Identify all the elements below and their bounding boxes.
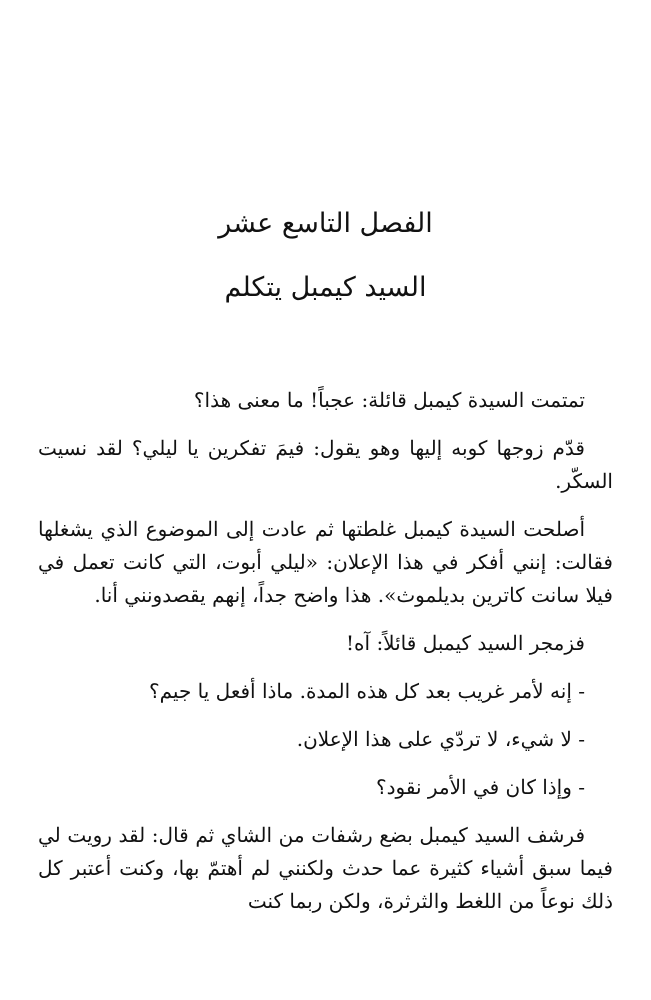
paragraph: قدّم زوجها كوبه إليها وهو يقول: فيمَ تفكرين يا ليلي؟ لقد نسيت السكّر. bbox=[38, 436, 613, 493]
dialogue-line: - وإذا كان في الأمر نقود؟ bbox=[375, 775, 585, 799]
dialogue-line: فزمجر السيد كيمبل قائلاً: آه! bbox=[346, 631, 585, 655]
dialogue-line: - لا شيء، لا تردّي على هذا الإعلان. bbox=[296, 727, 585, 751]
paragraph: تمتمت السيدة كيمبل قائلة: عجباً! ما معنى هذا؟ bbox=[193, 388, 585, 412]
paragraph: فرشف السيد كيمبل بضع رشفات من الشاي ثم قال: لقد رويت لي فيما سبق أشياء كثيرة عما حدث ولكنني لم أهتمّ بها، وكنت أعتبر كل ذلك نوعاً من اللغط والثرثرة، ولكن ربما كنت bbox=[38, 823, 613, 913]
chapter-heading bbox=[0, 205, 651, 333]
chapter-number: الفصل التاسع عشر bbox=[218, 208, 433, 239]
paragraph: أصلحت السيدة كيمبل غلطتها ثم عادت إلى الموضوع الذي يشغلها فقالت: إنني أفكر في هذا الإعلان: «ليلي أبوت، التي كانت تعمل في فيلا سانت كاترين بديلموث». هذا واضح جداً، إنهم يقصدونني أنا. bbox=[38, 517, 613, 607]
dialogue-line: - إنه لأمر غريب بعد كل هذه المدة. ماذا أفعل يا جيم؟ bbox=[148, 679, 585, 703]
chapter-body bbox=[38, 384, 613, 918]
chapter-title: السيد كيمبل يتكلم bbox=[224, 272, 427, 303]
